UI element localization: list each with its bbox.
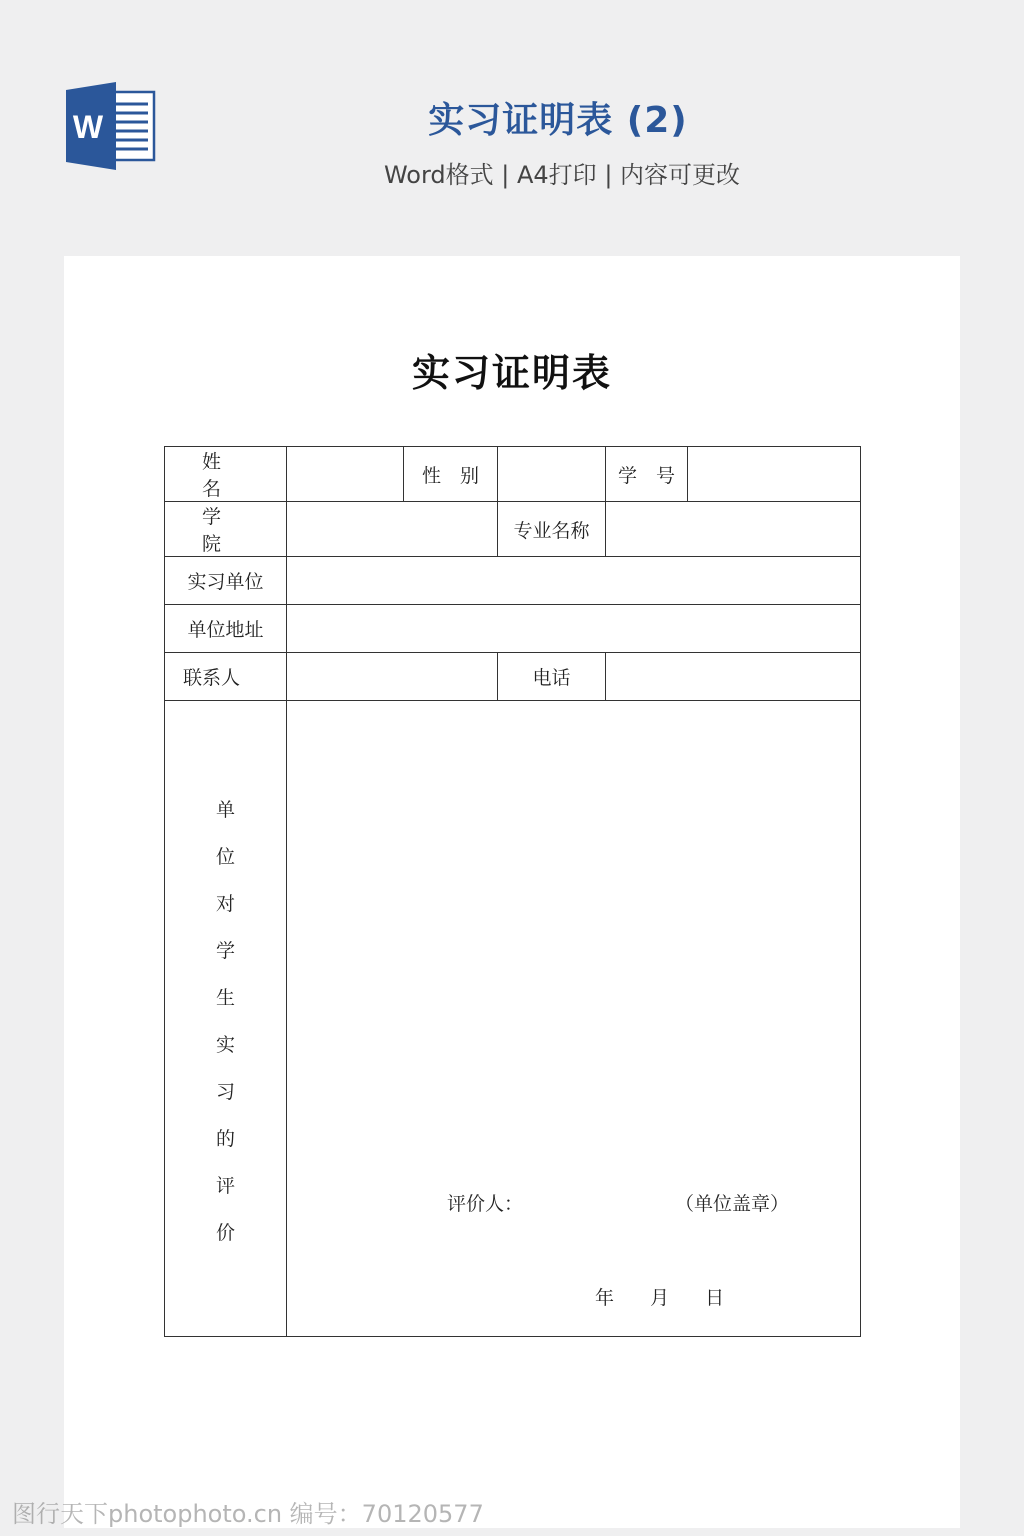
word-icon-letter: W: [72, 109, 104, 145]
evaluation-label-char: 生: [215, 986, 235, 1009]
evaluation-date: [595, 1283, 754, 1310]
evaluation-label-char: 单: [215, 798, 235, 821]
evaluation-label-cell: [165, 701, 287, 1337]
unit-address-value-cell[interactable]: [287, 605, 861, 653]
evaluation-label-char: 实: [215, 1033, 235, 1056]
table-row: [165, 605, 861, 653]
internship-form-table: [164, 446, 861, 1337]
gender-label: 性 别: [404, 447, 498, 502]
table-row: [165, 502, 861, 557]
unit-address-label: 单位地址: [165, 605, 287, 653]
contact-label: 联系人: [165, 653, 287, 701]
banner-subtitle: Word格式 | A4打印 | 内容可更改: [383, 161, 741, 189]
evaluation-content-cell[interactable]: [287, 701, 861, 1337]
evaluator-label: 评价人：: [447, 1193, 524, 1215]
table-row: [165, 653, 861, 701]
table-row: [165, 701, 861, 1337]
banner-title: 实习证明表 (2): [428, 100, 688, 141]
evaluation-label-char: 的: [215, 1127, 235, 1150]
major-label: 专业名称: [498, 502, 606, 557]
table-row: [165, 557, 861, 605]
contact-value-cell[interactable]: [287, 653, 498, 701]
table-row: [165, 447, 861, 502]
internship-unit-value-cell[interactable]: [287, 557, 861, 605]
evaluation-label-char: 学: [215, 939, 235, 962]
evaluation-vertical-label: [165, 781, 286, 1257]
student-id-value-cell[interactable]: [688, 447, 861, 502]
date-month-label: 月: [650, 1287, 670, 1309]
date-day-label: 日: [705, 1287, 725, 1309]
phone-value-cell[interactable]: [606, 653, 861, 701]
name-value-cell[interactable]: [287, 447, 404, 502]
internship-unit-label: 实习单位: [165, 557, 287, 605]
student-id-label: 学 号: [606, 447, 688, 502]
evaluation-label-char: 价: [215, 1221, 235, 1244]
date-year-label: 年: [595, 1287, 615, 1309]
college-value-cell[interactable]: [287, 502, 498, 557]
evaluation-label-char: 评: [215, 1174, 235, 1197]
unit-seal-label: （单位盖章）: [675, 1193, 790, 1215]
evaluation-label-char: 习: [215, 1080, 235, 1103]
major-value-cell[interactable]: [606, 502, 861, 557]
evaluation-label-char: 位: [215, 845, 235, 868]
document-page: [64, 256, 960, 1528]
college-label: 学 院: [165, 502, 287, 557]
watermark-text: 图行天下photophoto.cn 编号：70120577: [12, 1500, 484, 1528]
name-label: 姓 名: [165, 447, 287, 502]
phone-label: 电话: [498, 653, 606, 701]
evaluation-label-char: 对: [215, 892, 235, 915]
gender-value-cell[interactable]: [498, 447, 606, 502]
document-title: 实习证明表: [411, 350, 612, 395]
